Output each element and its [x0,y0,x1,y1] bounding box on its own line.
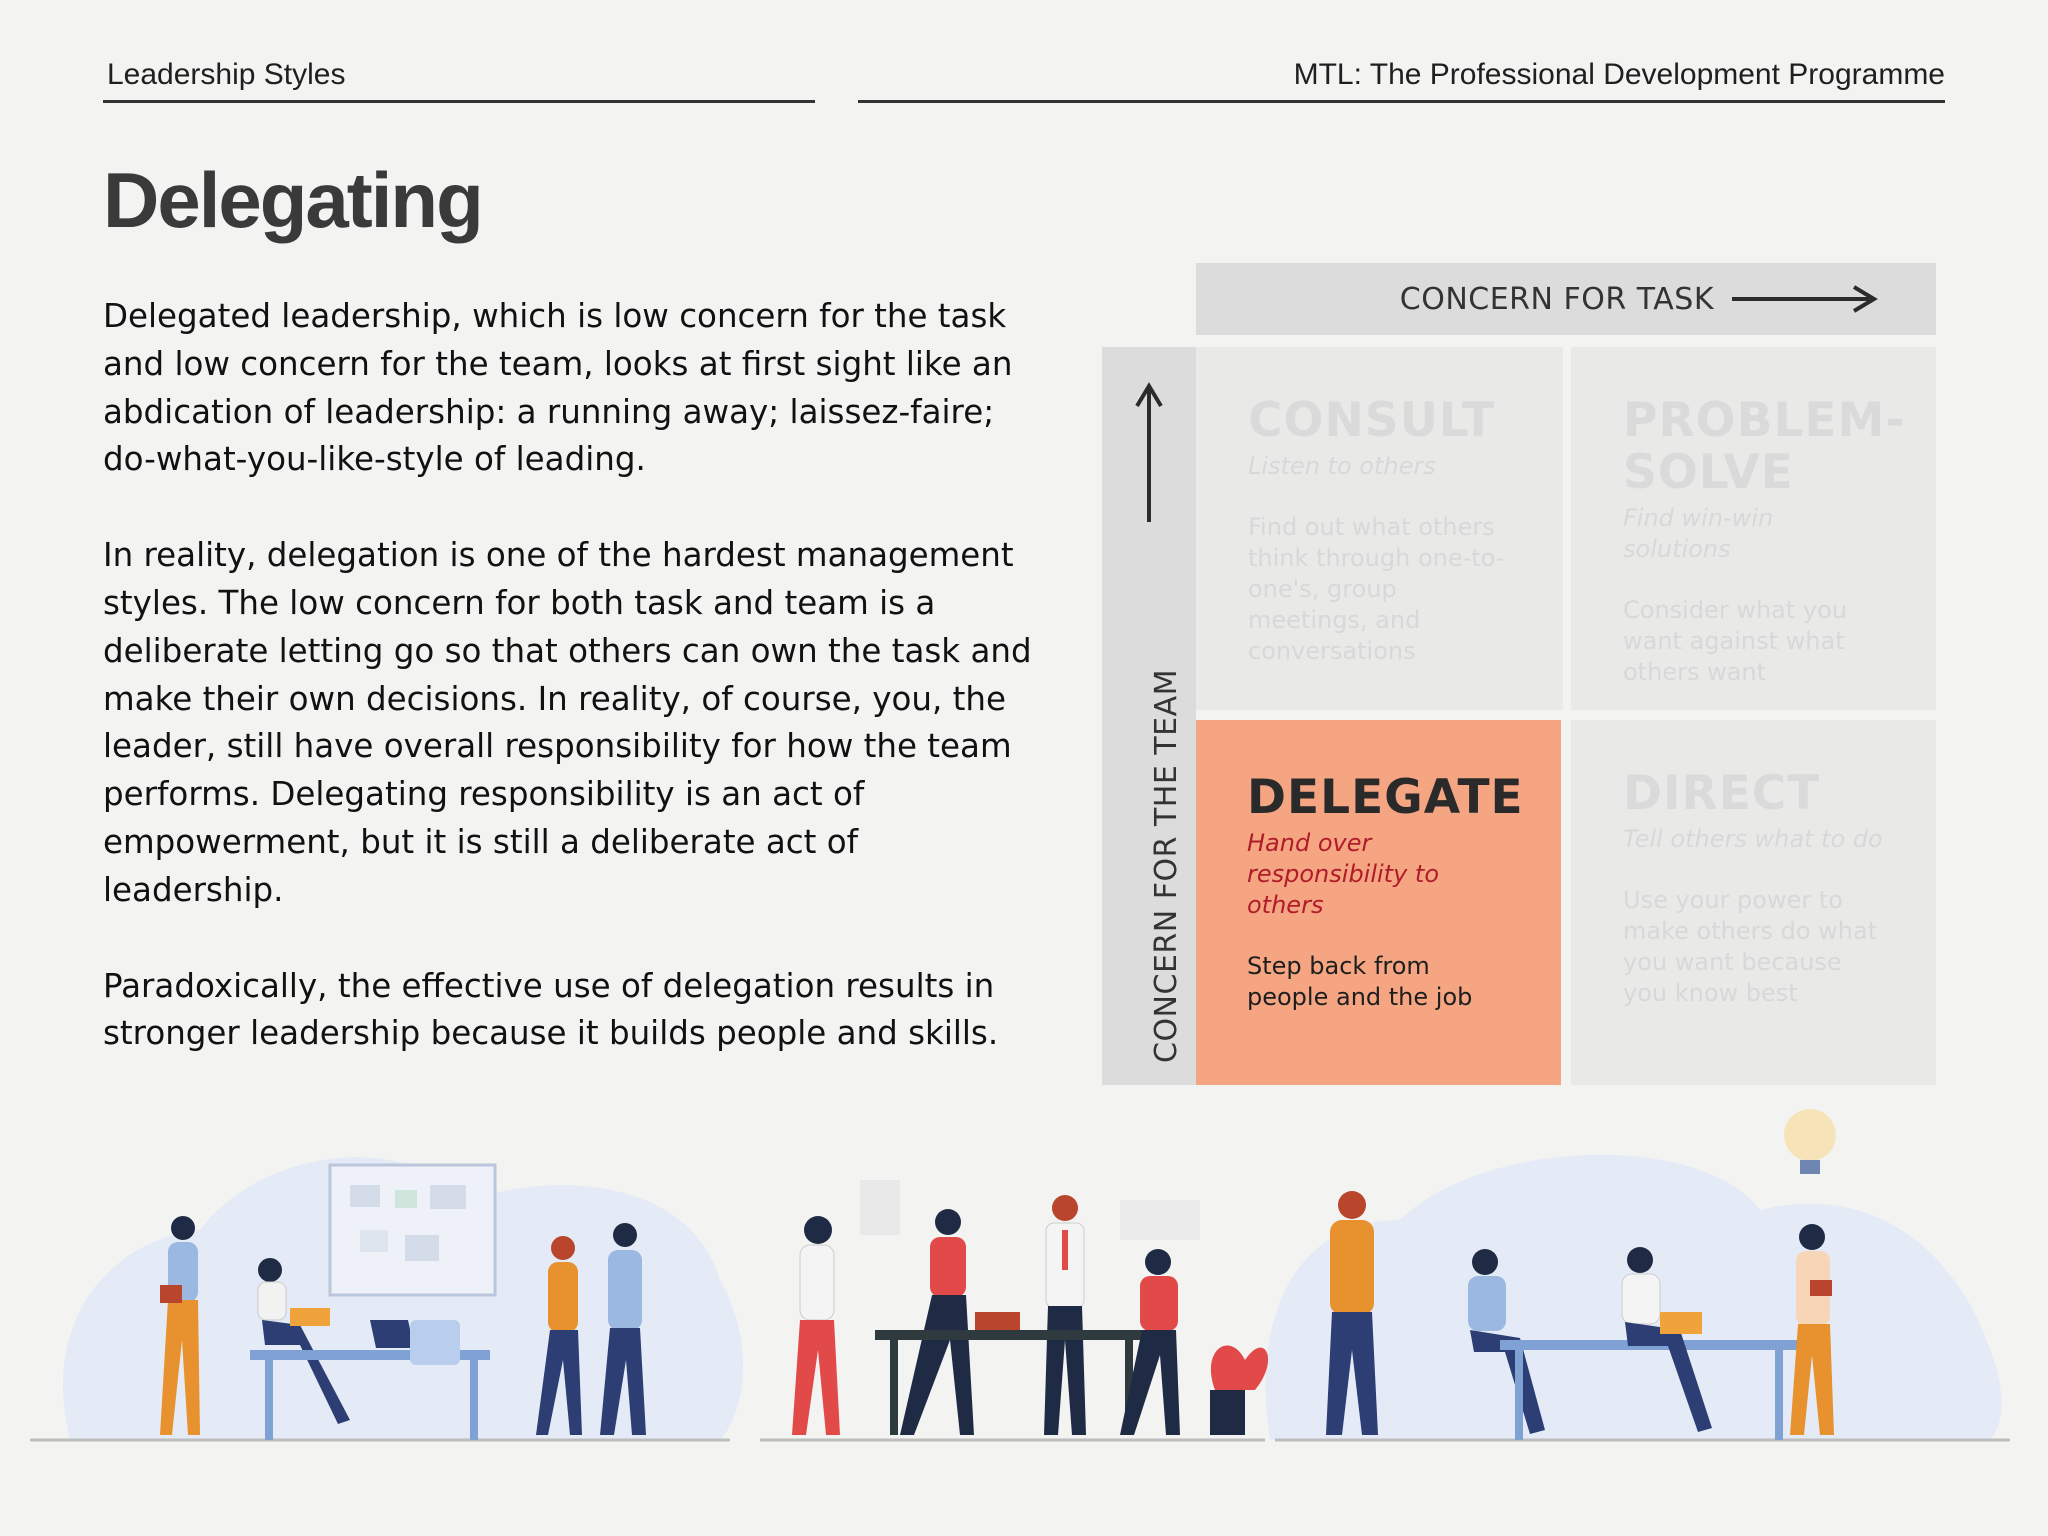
paragraph-3: Paradoxically, the effective use of delegation results in stronger leadership because it builds people and skills. [103,966,999,1053]
cell-description: Find out what others think through one-to-one's, group meetings, and conversations [1248,513,1505,665]
cell-subtitle: Find win-win solutions [1623,504,1774,563]
header-programme-title: MTL: The Professional Development Programme [1293,58,1945,91]
cell-title: CONSULT [1248,393,1496,448]
arrow-right-icon [1732,284,1880,314]
cell-subtitle: Hand over responsibility to others [1247,829,1440,919]
task-axis-label: CONCERN FOR TASK [1399,281,1714,317]
cell-description: Use your power to make others do what you want because you know best [1623,886,1878,1007]
page-title: Delegating [103,156,482,244]
task-axis-bar [1196,263,1936,335]
cell-title: DELEGATE [1247,770,1524,825]
cell-direct [1571,720,1936,1085]
header-rule-left [103,100,815,103]
cell-description: Step back from people and the job [1247,952,1473,1011]
cell-title: PROBLEM-SOLVE [1623,393,1906,500]
header-rule-right [858,100,1945,103]
paragraph-1: Delegated leadership, which is low concern for the task and low concern for the team, looks at first sight like an abdication of leadership: a running away; laissez-faire; do-what-you-like-style of leading. [103,297,1013,479]
cell-title: DIRECT [1623,766,1821,821]
cell-subtitle: Listen to others [1248,452,1436,480]
arrow-up-icon [1132,382,1166,522]
cell-description: Consider what you want against what others want [1623,596,1848,686]
cell-consult [1196,347,1563,710]
body-text [103,293,1043,1106]
team-axis-label: CONCERN FOR THE TEAM [1149,668,1184,1063]
paragraph-2: In reality, delegation is one of the hardest management styles. The low concern for both task and team is a deliberate letting go so that others can own the task and make their own decisions. In reality, of course, you, the leader, still have overall responsibility for how the team performs. Delegating responsibility is an act of empowerment, but it is still a deliberate act of leadership. [103,536,1032,909]
header-section-title: Leadership Styles [107,58,346,91]
cell-delegate [1196,720,1561,1085]
cell-problem-solve [1571,347,1936,710]
team-axis-bar [1102,347,1196,1085]
office-team-illustration [0,1090,2048,1536]
cell-subtitle: Tell others what to do [1623,825,1883,853]
